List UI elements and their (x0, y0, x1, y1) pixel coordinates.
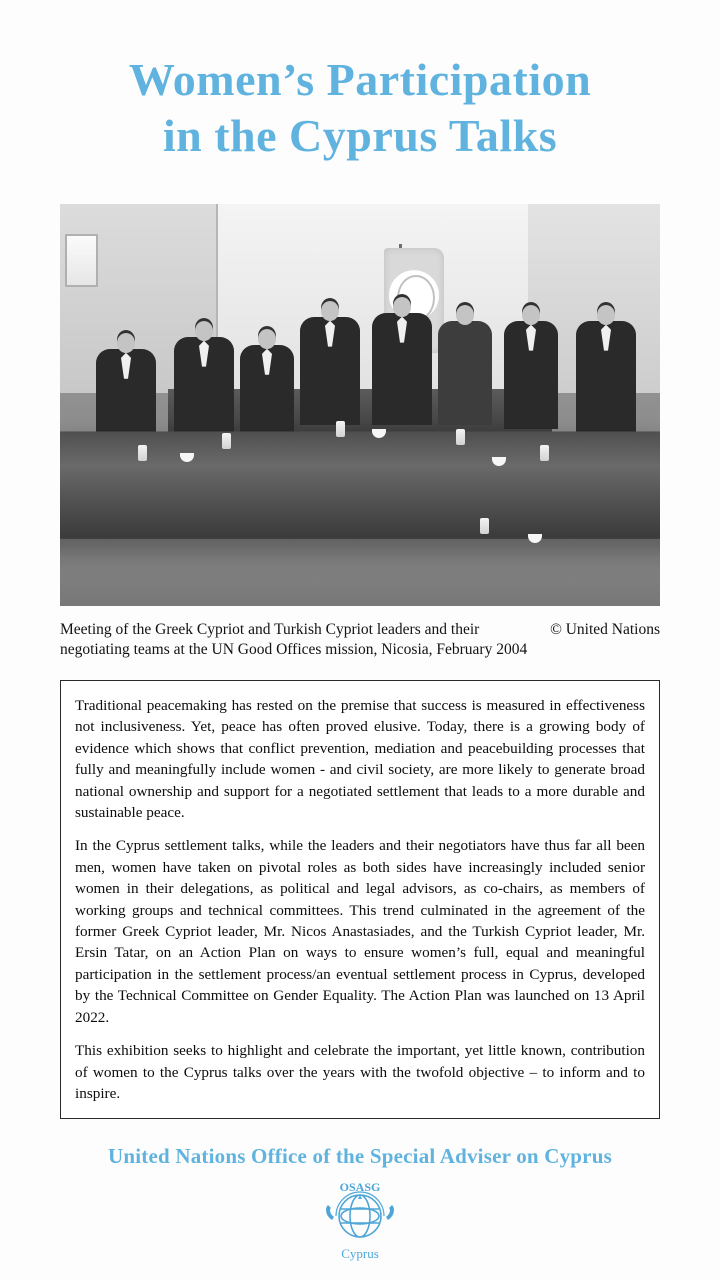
osasg-logo (312, 1176, 408, 1260)
photo-person (504, 321, 558, 430)
photo-glass (480, 518, 489, 534)
photo-person-shirt (325, 321, 335, 347)
photo-person-head (393, 297, 411, 317)
body-paragraph-3: This exhibition seeks to highlight and celebrate the important, yet little known, contribution of women to the Cyprus talks over the years with the twofold objective – to inform and to inspire. (75, 1042, 645, 1102)
photo-person-head (258, 329, 276, 349)
photo-person (576, 321, 636, 446)
title-line-1: Women’s Participation (128, 54, 592, 105)
photo-person (438, 321, 492, 426)
photo-person-shirt (526, 325, 536, 351)
photo-person-head (522, 305, 540, 325)
osasg-logo-label: Cyprus (341, 1246, 379, 1261)
page-title (0, 0, 720, 164)
photo-image (60, 204, 660, 606)
photo-person (240, 345, 294, 437)
body-paragraph-2: In the Cyprus settlement talks, while the leaders and their negotiators have thus far all been men, women have taken on pivotal roles as both sides have increasingly included senior women in their delegations, as political and legal advisors, as co-chairs, as members of working groups and technical committees. This trend culminated in the agreement of the former Greek Cypriot leader, Mr. Nicos Anastasiades, and the Turkish Cypriot leader, Mr. Ersin Tatar, on an Action Plan on ways to ensure women’s full, equal and meaningful participation in the settlement process/an eventual settlement process in Cyprus, developed by the Technical Committee on Gender Equality. The Action Plan was launched on 13 April 2022. (75, 837, 645, 1026)
photo-conference-table (60, 431, 660, 538)
photo-person (300, 317, 360, 426)
photo-caption-text: Meeting of the Greek Cypriot and Turkish Cypriot leaders and their negotiating teams at the UN Good Offices mission, Nicosia, February 2004 (60, 621, 528, 658)
photo-person (174, 337, 234, 438)
photo-credit: © United Nations (550, 621, 660, 638)
photo-glass (222, 433, 231, 449)
photo-person-shirt (601, 325, 611, 351)
photo-person-head (321, 301, 339, 321)
photo-person-head (117, 333, 135, 353)
photo-person-head (597, 305, 615, 325)
title-line-2: in the Cyprus Talks (162, 110, 558, 161)
osasg-logo-acronym: OSASG (339, 1180, 381, 1194)
photo-person-shirt (397, 317, 407, 343)
photo-glass (456, 429, 465, 445)
photo-window (65, 234, 99, 287)
photo-person (96, 349, 156, 437)
photo-caption (60, 620, 660, 660)
footer-logo-wrap (0, 1176, 720, 1265)
meeting-photograph (60, 204, 660, 606)
photo-person-shirt (262, 349, 272, 375)
footer-organisation: United Nations Office of the Special Adviser on Cyprus (108, 1144, 612, 1168)
body-text-box (60, 680, 660, 1119)
body-paragraph-1: Traditional peacemaking has rested on the premise that success is measured in effectiveness not inclusiveness. Yet, peace has often proved elusive. Today, there is a growing body of evidence which shows that conflict prevention, mediation and peacebuilding processes that fully and meaningfully include women - and civil society, are more likely to generate broad national ownership and support for a negotiated settlement that leads to a more durable and sustainable peace. (75, 697, 645, 822)
photo-person-head (195, 321, 213, 341)
photo-person-shirt (121, 353, 131, 379)
photo-person (372, 313, 432, 426)
photo-glass (138, 445, 147, 461)
photo-person-shirt (199, 341, 209, 367)
photo-glass (336, 421, 345, 437)
photo-glass (540, 445, 549, 461)
photo-person-head (456, 305, 474, 325)
